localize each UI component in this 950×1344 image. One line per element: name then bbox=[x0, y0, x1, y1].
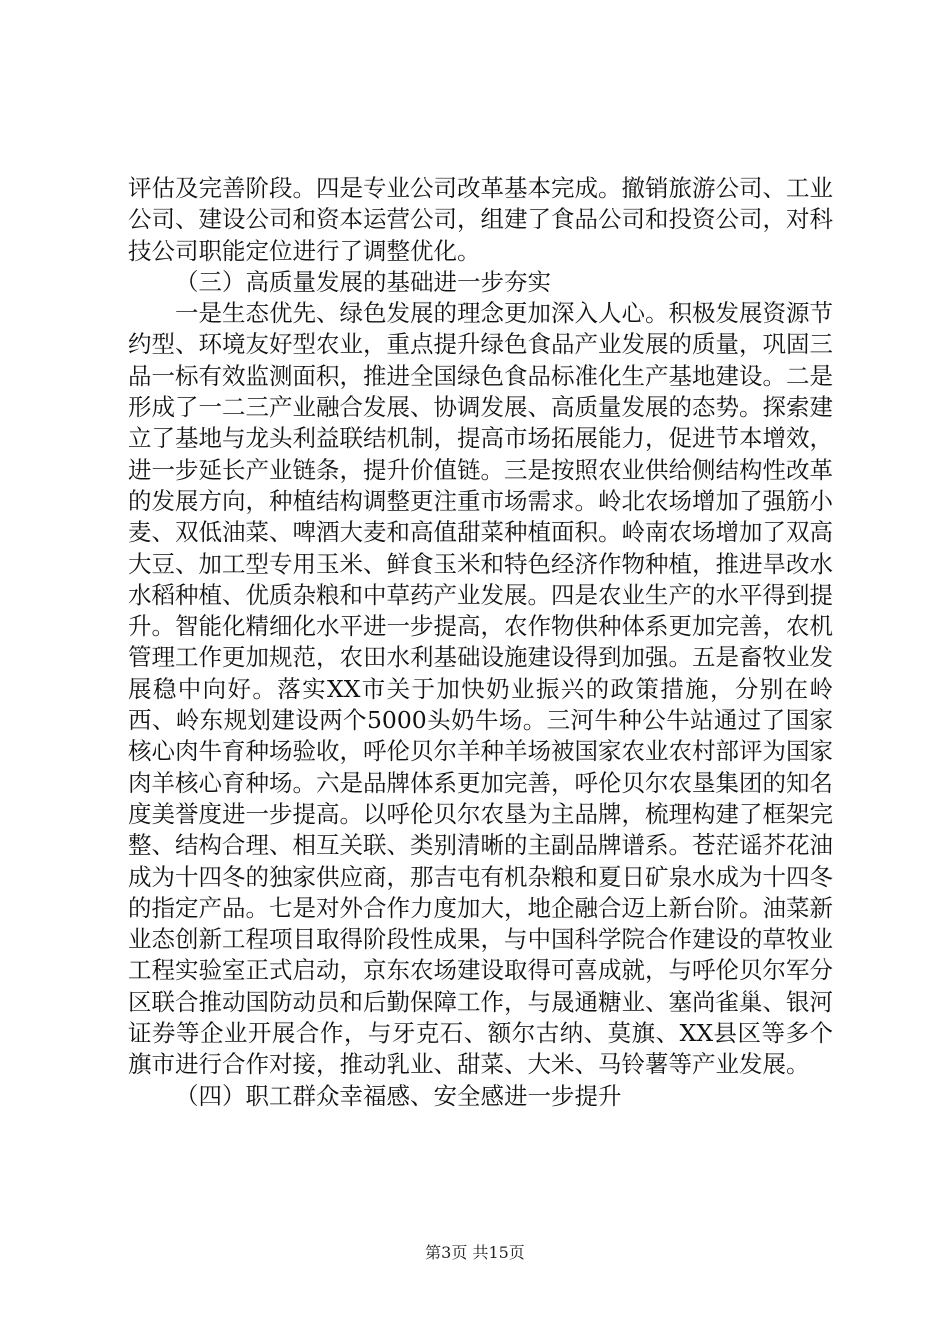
paragraph-continued: 评估及完善阶段。四是专业公司改革基本完成。撤销旅游公司、工业公司、建设公司和资本运营公司，组建了食品公司和投资公司，对科技公司职能定位进行了调整优化。 bbox=[128, 174, 833, 265]
section-heading-4: （四）职工群众幸福感、安全感进一步提升 bbox=[175, 1081, 622, 1110]
document-body bbox=[128, 173, 833, 1112]
paragraph-main: 一是生态优先、绿色发展的理念更加深入人心。积极发展资源节约型、环境友好型农业，重点提升绿色食品产业发展的质量，巩固三品一标有效监测面积，推进全国绿色食品标准化生产基地建设。二是形成了一二三产业融合发展、协调发展、高质量发展的态势。探索建立了基地与龙头利益联结机制，提高市场拓展能力，促进节本增效，进一步延长产业链条，提升价值链。三是按照农业供给侧结构性改革的发展方向，种植结构调整更注重市场需求。岭北农场增加了强筋小麦、双低油菜、啤酒大麦和高值甜菜种植面积。岭南农场增加了双高大豆、加工型专用玉米、鲜食玉米和特色经济作物种植，推进旱改水水稻种植、优质杂粮和中草药产业发展。四是农业生产的水平得到提升。智能化精细化水平进一步提高，农作物供种体系更加完善，农机管理工作更加规范，农田水利基础设施建设得到加强。五是畜牧业发展稳中向好。落实XX市关于加快奶业振兴的政策措施，分别在岭西、岭东规划建设两个5000头奶牛场。三河牛种公牛站通过了国家核心肉牛育种场验收，呼伦贝尔羊种羊场被国家农业农村部评为国家肉羊核心育种场。六是品牌体系更加完善，呼伦贝尔农垦集团的知名度美誉度进一步提高。以呼伦贝尔农垦为主品牌，梳理构建了框架完整、结构合理、相互关联、类别清晰的主副品牌谱系。苍茫谣芥花油成为十四冬的独家供应商，那吉屯有机杂粮和夏日矿泉水成为十四冬的指定产品。七是对外合作力度加大，地企融合迈上新台阶。油菜新业态创新工程项目取得阶段性成果，与中国科学院合作建设的草牧业工程实验室正式启动，京东农场建设取得可喜成就，与呼伦贝尔军分区联合推动国防动员和后勤保障工作，与晟通糖业、塞尚雀巢、银河证券等企业开展合作，与牙克石、额尔古纳、莫旗、XX县区等多个旗市进行合作对接，推动乳业、甜菜、大米、马铃薯等产业发展。 bbox=[128, 299, 833, 1079]
section-heading-3: （三）高质量发展的基础进一步夯实 bbox=[175, 267, 551, 296]
page-footer: 第3页 共15页 bbox=[425, 1243, 525, 1262]
